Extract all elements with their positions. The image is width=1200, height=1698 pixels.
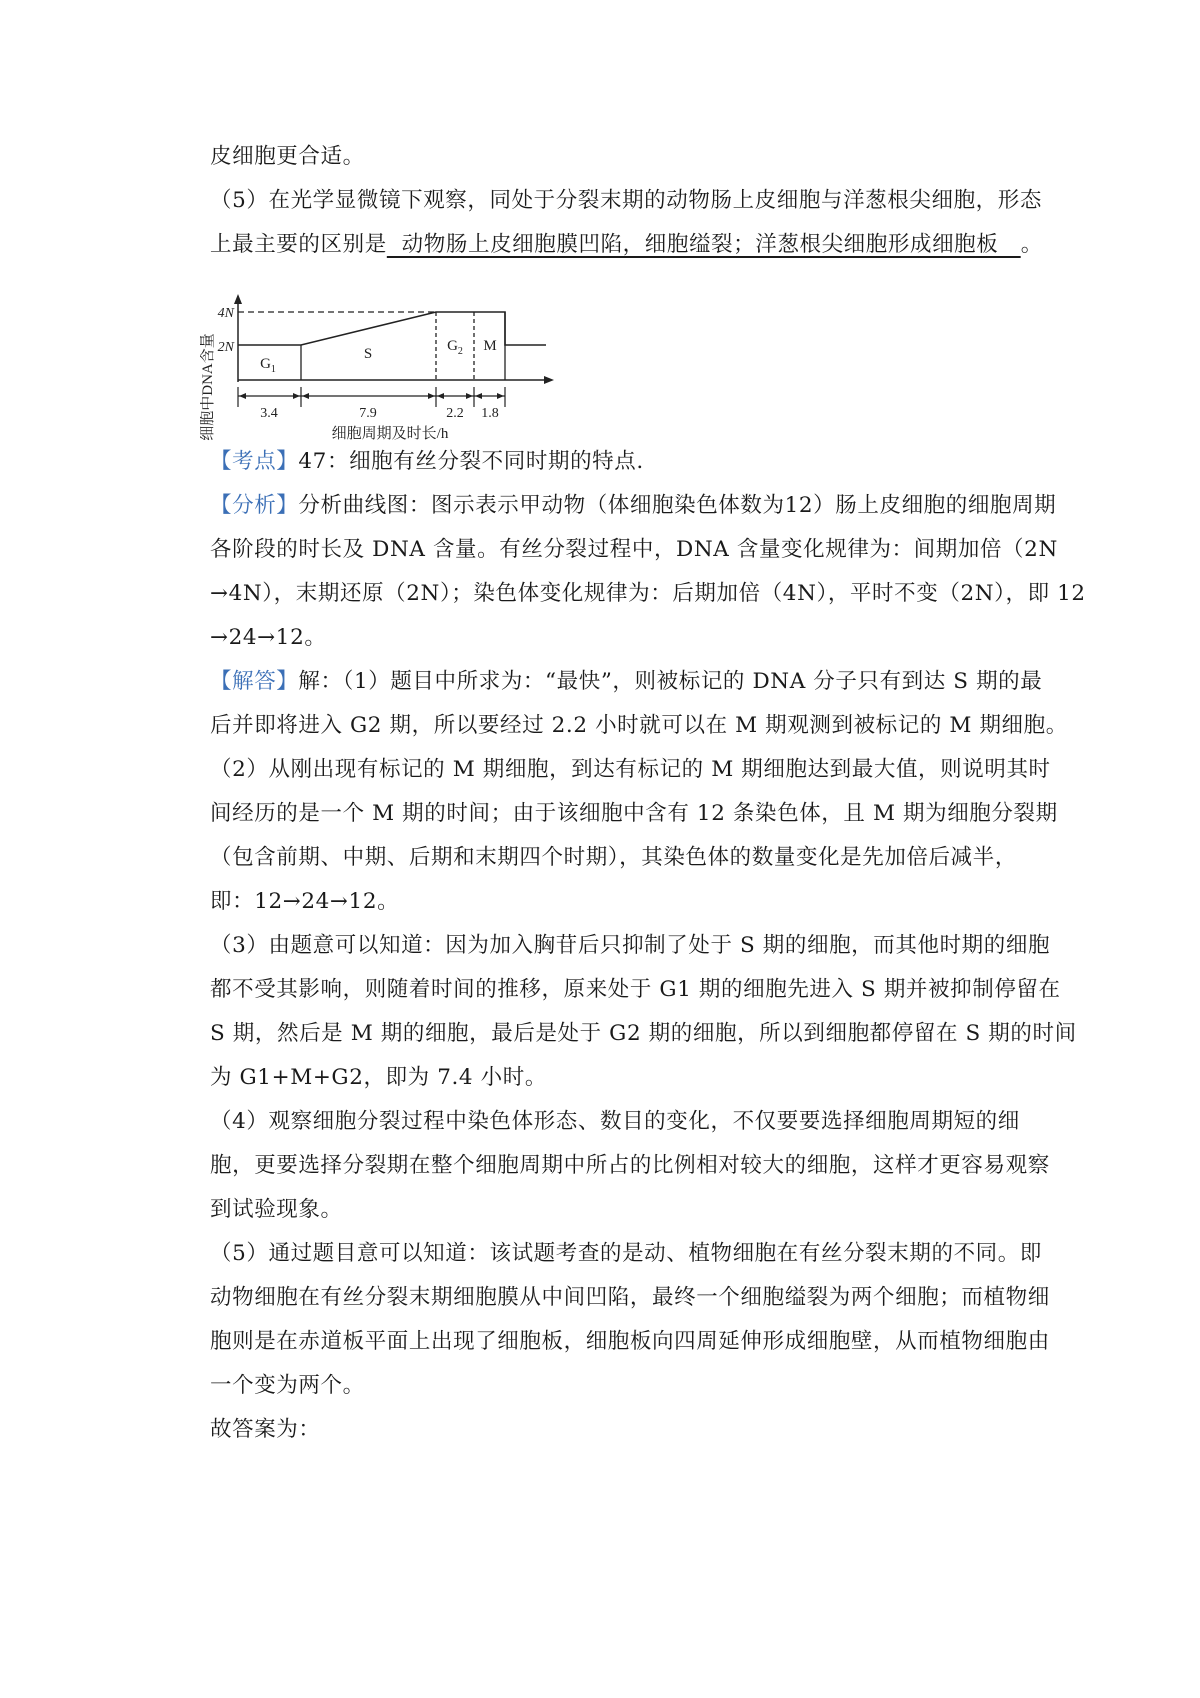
duration-g2: 2.2 — [446, 406, 464, 421]
jieda-line: 后并即将进入 G2 期，所以要经过 2.2 小时就可以在 M 期观测到被标记的 M 期细胞。 — [210, 713, 1068, 738]
fenxi-line — [210, 491, 1057, 521]
text-line: 皮细胞更合适。 — [210, 144, 365, 169]
jieda-line: 即：12→24→12。 — [210, 889, 400, 914]
jieda-text: 解：（1）题目中所求为：“最快”，则被标记的 DNA 分子只有到达 S 期的最 — [298, 669, 1043, 694]
question-5-line: （5）在光学显微镜下观察，同处于分裂末期的动物肠上皮细胞与洋葱根尖细胞，形态 — [210, 188, 1042, 213]
phase-label-s: S — [363, 346, 373, 362]
y-axis-label: 细胞中DNA含量 — [200, 333, 216, 441]
answer-end: 。 — [1020, 232, 1043, 257]
fill-in-answer: 动物肠上皮细胞膜凹陷，细胞缢裂；洋葱根尖细胞形成细胞板 — [386, 232, 1021, 257]
jieda-line: 一个变为两个。 — [210, 1373, 365, 1398]
jieda-line: （包含前期、中期、后期和末期四个时期），其染色体的数量变化是先加倍后减半， — [210, 845, 1017, 870]
y-tick-4n: 4N — [217, 306, 234, 321]
jieda-line: 故答案为： — [210, 1417, 321, 1442]
jieda-line — [210, 667, 1043, 697]
jieda-line: （5）通过题目意可以知道：该试题考查的是动、植物细胞在有丝分裂末期的不同。即 — [210, 1241, 1042, 1266]
duration-g1: 3.4 — [260, 406, 278, 421]
fenxi-tag: 【分析】 — [210, 493, 299, 518]
jieda-line: 到试验现象。 — [210, 1197, 343, 1222]
jieda-line: 胞则是在赤道板平面上出现了细胞板，细胞板向四周延伸形成细胞壁，从而植物细胞由 — [210, 1329, 1050, 1354]
jieda-line: 胞，更要选择分裂期在整个细胞周期中所占的比例相对较大的细胞，这样才更容易观察 — [210, 1153, 1050, 1178]
jieda-line: 为 G1+M+G2，即为 7.4 小时。 — [210, 1065, 547, 1090]
duration-s: 7.9 — [359, 406, 377, 421]
dna-curve — [238, 312, 546, 345]
phase-label-g1: $G_1$ — [260, 356, 276, 375]
jieda-line: 动物细胞在有丝分裂末期细胞膜从中间凹陷，最终一个细胞缢裂为两个细胞；而植物细 — [210, 1285, 1050, 1310]
jieda-line: （4）观察细胞分裂过程中染色体形态、数目的变化，不仅要要选择细胞周期短的细 — [210, 1109, 1020, 1134]
jieda-line: （2）从刚出现有标记的 M 期细胞，到达有标记的 M 期细胞达到最大值，则说明其时 — [210, 757, 1051, 782]
fenxi-text: 分析曲线图：图示表示甲动物（体细胞染色体数为12）肠上皮细胞的细胞周期 — [298, 493, 1057, 518]
jieda-line: 间经历的是一个 M 期的时间；由于该细胞中含有 12 条染色体，且 M 期为细胞分裂期 — [210, 801, 1058, 826]
fenxi-line: 各阶段的时长及 DNA 含量。有丝分裂过程中，DNA 含量变化规律为：间期加倍（2N — [210, 537, 1058, 562]
duration-m: 1.8 — [481, 406, 499, 421]
kaodian-tag: 【考点】 — [210, 449, 299, 474]
fenxi-line: →4N），末期还原（2N）；染色体变化规律为：后期加倍（4N），平时不变（2N），即 12 — [210, 581, 1086, 606]
kaodian-text: 47：细胞有丝分裂不同时期的特点. — [298, 449, 644, 474]
y-axis-arrow — [234, 294, 242, 304]
jieda-line: 都不受其影响，则随着时间的推移，原来处于 G1 期的细胞先进入 S 期并被抑制停留在 — [210, 977, 1061, 1002]
phase-label-m: M — [483, 338, 497, 354]
jieda-line: （3）由题意可以知道：因为加入胸苷后只抑制了处于 S 期的细胞，而其他时期的细胞 — [210, 933, 1051, 958]
jieda-line: S 期，然后是 M 期的细胞，最后是处于 G2 期的细胞，所以到细胞都停留在 S 期的时间 — [210, 1021, 1077, 1046]
kaodian-line — [210, 447, 1030, 477]
y-tick-2n: 2N — [217, 340, 234, 355]
phase-label-g2: $G_2$ — [447, 338, 463, 357]
question-5-answer-line — [210, 230, 1043, 260]
answer-prefix: 上最主要的区别是 — [210, 232, 387, 257]
x-axis-arrow — [544, 376, 554, 384]
jieda-tag: 【解答】 — [210, 669, 299, 694]
fenxi-line: →24→12。 — [210, 625, 327, 650]
duration-markers — [238, 387, 505, 407]
x-axis-label: 细胞周期及时长/h — [331, 426, 449, 442]
